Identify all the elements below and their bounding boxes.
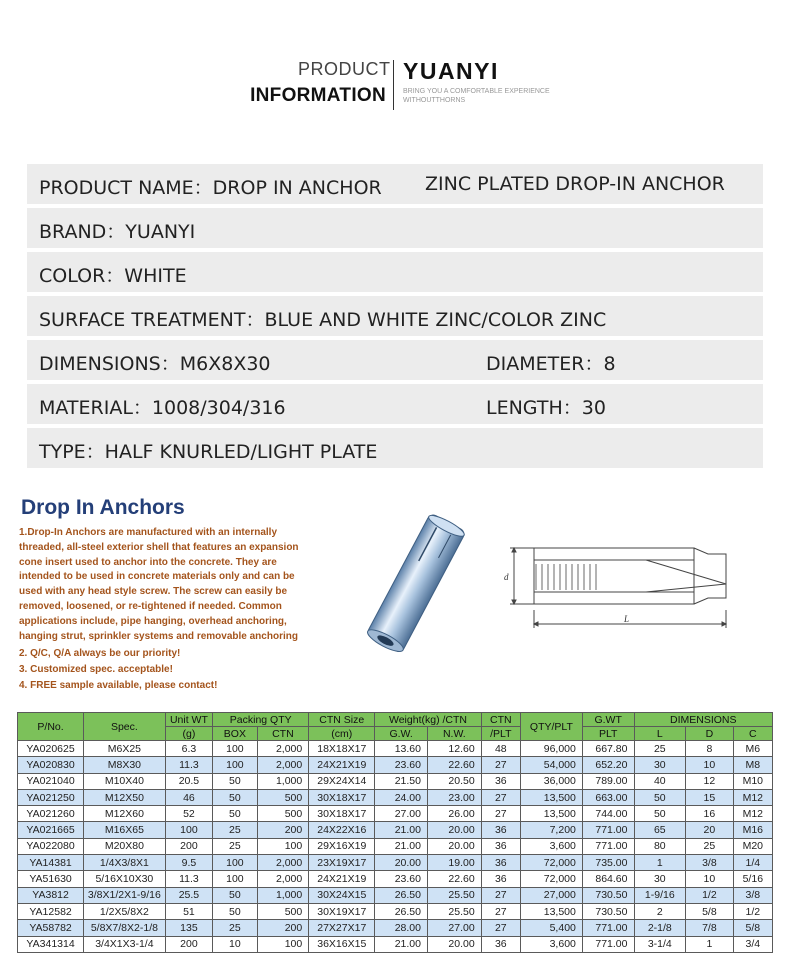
cell-box: 25 xyxy=(213,838,257,854)
cell-c: 1/2 xyxy=(733,903,772,919)
cell-size: 24X21X19 xyxy=(309,871,375,887)
cell-gwt: 771.00 xyxy=(582,838,634,854)
col-pno: P/No. xyxy=(18,713,84,741)
cell-spec: 1/4X3/8X1 xyxy=(84,855,166,871)
col-ctnplt-unit: /PLT xyxy=(481,727,520,741)
cell-box: 100 xyxy=(213,855,257,871)
col-unitwt-unit: (g) xyxy=(165,727,213,741)
table-row xyxy=(18,838,773,854)
cell-c: 1/4 xyxy=(733,855,772,871)
cell-l: 2-1/8 xyxy=(634,920,686,936)
cell-spec: 5/8X7/8X2-1/8 xyxy=(84,920,166,936)
cell-ctnplt: 36 xyxy=(481,936,520,952)
cell-l: 2 xyxy=(634,903,686,919)
cell-box: 50 xyxy=(213,806,257,822)
cell-l: 1 xyxy=(634,855,686,871)
table-row xyxy=(18,773,773,789)
cell-d: 7/8 xyxy=(686,920,734,936)
cell-wt: 11.3 xyxy=(165,757,213,773)
col-ctnplt: CTN xyxy=(481,713,520,727)
cell-nw: 25.50 xyxy=(427,903,481,919)
cell-d: 10 xyxy=(686,757,734,773)
cell-d: 1 xyxy=(686,936,734,952)
col-l: L xyxy=(634,727,686,741)
cell-qty: 27,000 xyxy=(520,887,582,903)
info-row-color xyxy=(27,252,763,292)
table-row xyxy=(18,757,773,773)
cell-ctn: 2,000 xyxy=(257,871,309,887)
cell-box: 100 xyxy=(213,871,257,887)
col-nw: N.W. xyxy=(427,727,481,741)
info-row-material xyxy=(27,384,763,424)
cell-c: M16 xyxy=(733,822,772,838)
cell-box: 25 xyxy=(213,822,257,838)
col-gw: G.W. xyxy=(375,727,428,741)
cell-pno: YA021250 xyxy=(18,789,84,805)
cell-spec: 3/8X1/2X1-9/16 xyxy=(84,887,166,903)
col-gwt: G.WT xyxy=(582,713,634,727)
cell-nw: 25.50 xyxy=(427,887,481,903)
cell-wt: 25.5 xyxy=(165,887,213,903)
cell-qty: 3,600 xyxy=(520,936,582,952)
cell-pno: YA3812 xyxy=(18,887,84,903)
cell-qty: 3,600 xyxy=(520,838,582,854)
cell-qty: 96,000 xyxy=(520,741,582,757)
cell-box: 50 xyxy=(213,773,257,789)
cell-ctn: 2,000 xyxy=(257,757,309,773)
cell-ctn: 500 xyxy=(257,789,309,805)
material-text: MATERIAL：1008/304/316 xyxy=(39,397,286,419)
diameter-text: DIAMETER：8 xyxy=(486,353,616,375)
cell-ctn: 2,000 xyxy=(257,741,309,757)
cell-ctnplt: 27 xyxy=(481,806,520,822)
section-description: 1.Drop-In Anchors are manufactured with an internally threaded, all-steel exterior shell that features an expansion cone insert used to anchor into the concrete. They are intended to be used in concrete materials only and can be used with any head style screw. The screw can easily be removed, loosened, or re-tightened if needed. Common applications include, pipe hanging, overhead anchoring, hanging strut, sprinkler systems and removable anchoring xyxy=(19,527,299,642)
cell-size: 30X19X17 xyxy=(309,903,375,919)
cell-pno: YA341314 xyxy=(18,936,84,952)
cell-qty: 13,500 xyxy=(520,806,582,822)
cell-ctn: 500 xyxy=(257,903,309,919)
cell-c: 5/16 xyxy=(733,871,772,887)
cell-pno: YA022080 xyxy=(18,838,84,854)
type-text: TYPE：HALF KNURLED/LIGHT PLATE xyxy=(39,441,378,463)
cell-size: 30X18X17 xyxy=(309,789,375,805)
cell-d: 5/8 xyxy=(686,903,734,919)
cell-size: 23X19X17 xyxy=(309,855,375,871)
cell-spec: M20X80 xyxy=(84,838,166,854)
col-ctnsize: CTN Size xyxy=(309,713,375,727)
cell-nw: 22.60 xyxy=(427,871,481,887)
page-header xyxy=(0,56,790,116)
cell-pno: YA021260 xyxy=(18,806,84,822)
cell-c: M12 xyxy=(733,789,772,805)
product-name-extra-text: ZINC PLATED DROP-IN ANCHOR xyxy=(425,173,725,195)
cell-wt: 6.3 xyxy=(165,741,213,757)
table-row xyxy=(18,789,773,805)
cell-spec: M8X30 xyxy=(84,757,166,773)
cell-spec: M12X60 xyxy=(84,806,166,822)
header-line2: INFORMATION xyxy=(250,85,386,106)
product-name-text: PRODUCT NAME：DROP IN ANCHOR xyxy=(39,177,382,199)
spec-table xyxy=(17,712,773,953)
cell-c: M10 xyxy=(733,773,772,789)
info-row-type xyxy=(27,428,763,468)
cell-d: 1/2 xyxy=(686,887,734,903)
cell-gw: 13.60 xyxy=(375,741,428,757)
table-row xyxy=(18,903,773,919)
info-row-product-name xyxy=(27,164,763,204)
cell-d: 10 xyxy=(686,871,734,887)
cell-ctn: 100 xyxy=(257,838,309,854)
cell-ctn: 200 xyxy=(257,822,309,838)
cell-l: 50 xyxy=(634,806,686,822)
col-weight: Weight(kg) /CTN xyxy=(375,713,481,727)
cell-wt: 200 xyxy=(165,936,213,952)
col-ctn: CTN xyxy=(257,727,309,741)
cell-gwt: 663.00 xyxy=(582,789,634,805)
cell-size: 29X16X19 xyxy=(309,838,375,854)
cell-gw: 21.50 xyxy=(375,773,428,789)
table-row xyxy=(18,806,773,822)
cell-wt: 135 xyxy=(165,920,213,936)
cell-d: 3/8 xyxy=(686,855,734,871)
cell-spec: M12X50 xyxy=(84,789,166,805)
cell-d: 16 xyxy=(686,806,734,822)
cell-wt: 9.5 xyxy=(165,855,213,871)
cell-ctn: 1,000 xyxy=(257,773,309,789)
cell-spec: M10X40 xyxy=(84,773,166,789)
cell-ctnplt: 36 xyxy=(481,822,520,838)
cell-wt: 200 xyxy=(165,838,213,854)
cell-gw: 26.50 xyxy=(375,887,428,903)
cell-gwt: 789.00 xyxy=(582,773,634,789)
cell-ctnplt: 36 xyxy=(481,838,520,854)
table-row xyxy=(18,920,773,936)
cell-d: 20 xyxy=(686,822,734,838)
cell-wt: 20.5 xyxy=(165,773,213,789)
cell-size: 30X18X17 xyxy=(309,806,375,822)
table-row xyxy=(18,887,773,903)
cell-size: 24X21X19 xyxy=(309,757,375,773)
cell-ctn: 100 xyxy=(257,936,309,952)
cell-gw: 23.60 xyxy=(375,757,428,773)
cell-ctnplt: 27 xyxy=(481,757,520,773)
cell-ctnplt: 36 xyxy=(481,855,520,871)
cell-wt: 11.3 xyxy=(165,871,213,887)
cell-ctnplt: 36 xyxy=(481,773,520,789)
dimensions-text: DIMENSIONS：M6X8X30 xyxy=(39,353,271,375)
cell-nw: 27.00 xyxy=(427,920,481,936)
cell-nw: 20.00 xyxy=(427,936,481,952)
section-title: Drop In Anchors xyxy=(21,496,185,519)
col-qtyplt: QTY/PLT xyxy=(520,713,582,741)
cell-ctnplt: 27 xyxy=(481,903,520,919)
cell-box: 100 xyxy=(213,757,257,773)
cell-nw: 20.00 xyxy=(427,822,481,838)
cell-pno: YA12582 xyxy=(18,903,84,919)
cell-l: 1-9/16 xyxy=(634,887,686,903)
cell-qty: 7,200 xyxy=(520,822,582,838)
cell-c: M12 xyxy=(733,806,772,822)
cell-box: 10 xyxy=(213,936,257,952)
bullet-free-sample: 4. FREE sample available, please contact! xyxy=(19,680,218,691)
cell-box: 50 xyxy=(213,789,257,805)
cell-qty: 54,000 xyxy=(520,757,582,773)
cell-nw: 20.50 xyxy=(427,773,481,789)
cell-d: 15 xyxy=(686,789,734,805)
col-ctnsize-unit: (cm) xyxy=(309,727,375,741)
cell-ctn: 200 xyxy=(257,920,309,936)
cell-gwt: 652.20 xyxy=(582,757,634,773)
cell-qty: 36,000 xyxy=(520,773,582,789)
cell-size: 24X22X16 xyxy=(309,822,375,838)
cell-qty: 13,500 xyxy=(520,903,582,919)
cell-ctnplt: 27 xyxy=(481,887,520,903)
cell-size: 30X24X15 xyxy=(309,887,375,903)
anchor-photo xyxy=(345,510,485,660)
cell-gw: 27.00 xyxy=(375,806,428,822)
col-packing: Packing QTY xyxy=(213,713,309,727)
cell-gw: 21.00 xyxy=(375,838,428,854)
cell-pno: YA021665 xyxy=(18,822,84,838)
cell-nw: 22.60 xyxy=(427,757,481,773)
cell-gw: 21.00 xyxy=(375,936,428,952)
cell-gw: 28.00 xyxy=(375,920,428,936)
cell-l: 30 xyxy=(634,871,686,887)
cell-gwt: 864.60 xyxy=(582,871,634,887)
info-row-dimensions xyxy=(27,340,763,380)
cell-wt: 52 xyxy=(165,806,213,822)
cell-ctnplt: 36 xyxy=(481,871,520,887)
spec-table-body xyxy=(18,741,773,953)
cell-gwt: 744.00 xyxy=(582,806,634,822)
cell-nw: 19.00 xyxy=(427,855,481,871)
cell-c: 3/4 xyxy=(733,936,772,952)
cell-l: 65 xyxy=(634,822,686,838)
cell-pno: YA020625 xyxy=(18,741,84,757)
drawing-label-l: L xyxy=(624,614,630,624)
cell-l: 80 xyxy=(634,838,686,854)
cell-d: 8 xyxy=(686,741,734,757)
cell-box: 25 xyxy=(213,920,257,936)
cell-wt: 51 xyxy=(165,903,213,919)
cell-c: 5/8 xyxy=(733,920,772,936)
color-text: COLOR：WHITE xyxy=(39,265,187,287)
table-row xyxy=(18,855,773,871)
cell-wt: 46 xyxy=(165,789,213,805)
cell-gwt: 730.50 xyxy=(582,887,634,903)
info-row-surface xyxy=(27,296,763,336)
table-row xyxy=(18,936,773,952)
cell-spec: 5/16X10X30 xyxy=(84,871,166,887)
length-text: LENGTH：30 xyxy=(486,397,606,419)
cell-qty: 72,000 xyxy=(520,855,582,871)
cell-ctnplt: 48 xyxy=(481,741,520,757)
header-line1: PRODUCT xyxy=(298,59,391,79)
table-row xyxy=(18,871,773,887)
cell-ctn: 2,000 xyxy=(257,855,309,871)
header-brand: YUANYI xyxy=(403,58,499,84)
cell-spec: M6X25 xyxy=(84,741,166,757)
cell-gw: 26.50 xyxy=(375,903,428,919)
cell-gwt: 667.80 xyxy=(582,741,634,757)
cell-gwt: 730.50 xyxy=(582,903,634,919)
cell-size: 36X16X15 xyxy=(309,936,375,952)
surface-text: SURFACE TREATMENT：BLUE AND WHITE ZINC/COLOR ZINC xyxy=(39,309,607,331)
cell-size: 18X18X17 xyxy=(309,741,375,757)
cell-nw: 23.00 xyxy=(427,789,481,805)
col-box: BOX xyxy=(213,727,257,741)
cell-pno: YA021040 xyxy=(18,773,84,789)
cell-nw: 26.00 xyxy=(427,806,481,822)
cell-box: 50 xyxy=(213,887,257,903)
drawing-label-d: d xyxy=(504,572,509,582)
cell-ctn: 500 xyxy=(257,806,309,822)
cell-c: 3/8 xyxy=(733,887,772,903)
cell-pno: YA58782 xyxy=(18,920,84,936)
cell-spec: 1/2X5/8X2 xyxy=(84,903,166,919)
cell-l: 3-1/4 xyxy=(634,936,686,952)
cell-l: 50 xyxy=(634,789,686,805)
cell-d: 25 xyxy=(686,838,734,854)
bullet-qc: 2. Q/C, Q/A always be our priority! xyxy=(19,648,181,659)
cell-box: 100 xyxy=(213,741,257,757)
cell-pno: YA14381 xyxy=(18,855,84,871)
brand-text: BRAND：YUANYI xyxy=(39,221,196,243)
cell-gwt: 771.00 xyxy=(582,920,634,936)
cell-gwt: 735.00 xyxy=(582,855,634,871)
cell-gwt: 771.00 xyxy=(582,822,634,838)
table-row xyxy=(18,741,773,757)
cell-box: 50 xyxy=(213,903,257,919)
cell-c: M20 xyxy=(733,838,772,854)
bullet-customized: 3. Customized spec. acceptable! xyxy=(19,664,173,675)
cell-ctn: 1,000 xyxy=(257,887,309,903)
cell-size: 27X27X17 xyxy=(309,920,375,936)
header-tagline: BRING YOU A COMFORTABLE EXPERIENCE WITHOUTTHORNS xyxy=(403,88,550,104)
cell-gwt: 771.00 xyxy=(582,936,634,952)
col-spec: Spec. xyxy=(84,713,166,741)
cell-gw: 21.00 xyxy=(375,822,428,838)
table-row xyxy=(18,822,773,838)
col-dimensions: DIMENSIONS xyxy=(634,713,773,727)
cell-qty: 5,400 xyxy=(520,920,582,936)
cell-wt: 100 xyxy=(165,822,213,838)
cell-d: 12 xyxy=(686,773,734,789)
cell-spec: M16X65 xyxy=(84,822,166,838)
header-divider xyxy=(393,60,394,110)
col-c: C xyxy=(733,727,772,741)
cell-qty: 13,500 xyxy=(520,789,582,805)
cell-pno: YA51630 xyxy=(18,871,84,887)
cell-nw: 20.00 xyxy=(427,838,481,854)
cell-l: 40 xyxy=(634,773,686,789)
cell-c: M8 xyxy=(733,757,772,773)
cell-size: 29X24X14 xyxy=(309,773,375,789)
cell-gw: 24.00 xyxy=(375,789,428,805)
col-gwt-unit: PLT xyxy=(582,727,634,741)
cell-ctnplt: 27 xyxy=(481,920,520,936)
cell-l: 25 xyxy=(634,741,686,757)
col-d: D xyxy=(686,727,734,741)
cell-gw: 23.60 xyxy=(375,871,428,887)
cell-l: 30 xyxy=(634,757,686,773)
cell-spec: 3/4X1X3-1/4 xyxy=(84,936,166,952)
cell-qty: 72,000 xyxy=(520,871,582,887)
cell-gw: 20.00 xyxy=(375,855,428,871)
cell-c: M6 xyxy=(733,741,772,757)
info-row-brand xyxy=(27,208,763,248)
cell-ctnplt: 27 xyxy=(481,789,520,805)
anchor-technical-drawing xyxy=(496,534,741,634)
cell-pno: YA020830 xyxy=(18,757,84,773)
col-unitwt: Unit WT xyxy=(165,713,213,727)
cell-nw: 12.60 xyxy=(427,741,481,757)
